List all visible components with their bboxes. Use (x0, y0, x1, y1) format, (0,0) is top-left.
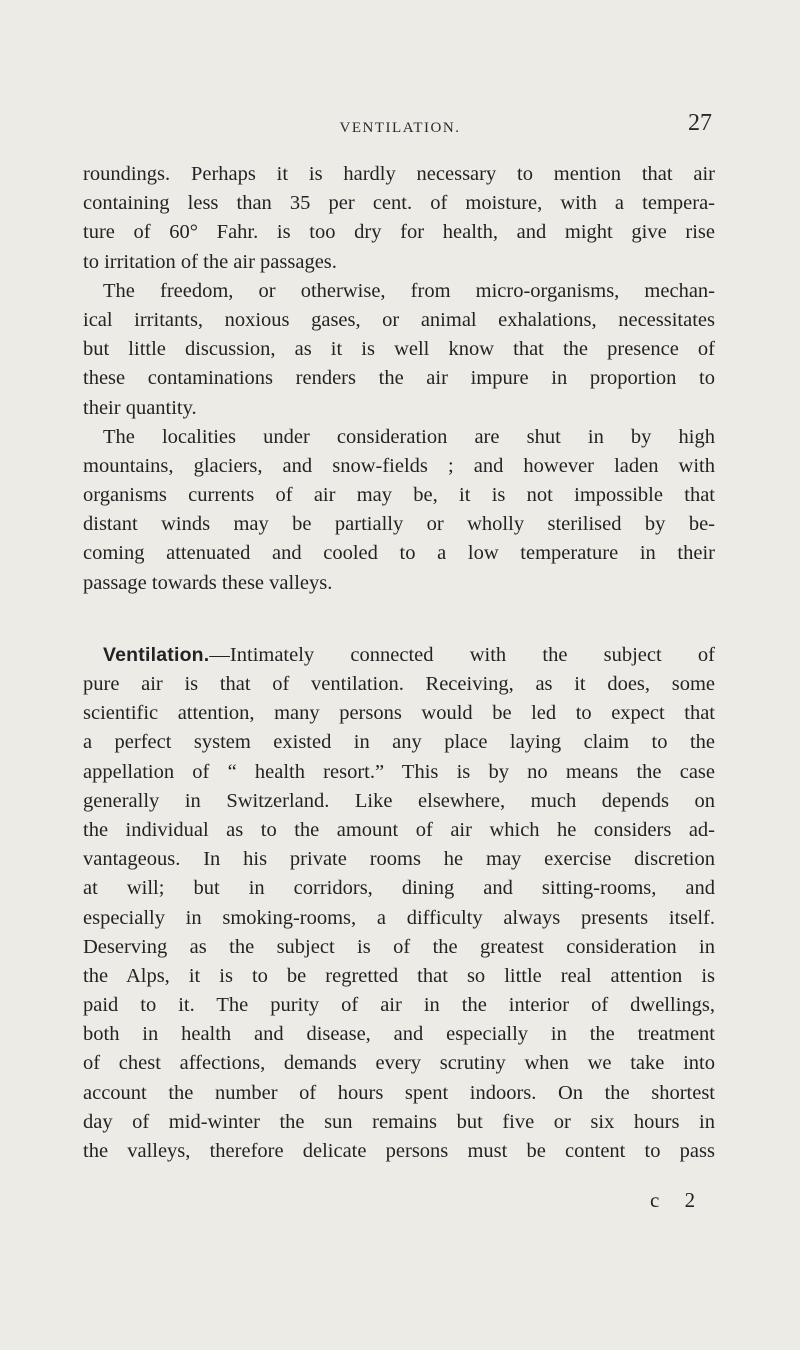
text-line: especially in smoking-rooms, a difficulty always presents itself. (83, 906, 715, 929)
paragraph (83, 160, 715, 277)
text-line: ture of 60° Fahr. is too dry for health, and might give rise (83, 221, 715, 244)
text-line: vantageous. In his private rooms he may exercise discretion (83, 848, 715, 871)
text-line: passage towards these valleys. (83, 571, 333, 594)
paragraph (83, 423, 715, 598)
text-line: day of mid-winter the sun remains but five or six hours in (83, 1110, 715, 1133)
text-line: distant winds may be partially or wholly sterilised by be- (83, 513, 715, 536)
text-line: Deserving as the subject is of the greatest consideration in (83, 935, 715, 958)
text-line: The localities under consideration are shut in by high (103, 425, 715, 448)
body-text (83, 160, 715, 1166)
text-line: appellation of “ health resort.” This is by no means the case (83, 760, 715, 783)
text-line: the valleys, therefore delicate persons must be content to pass (83, 1140, 715, 1162)
text-line: mountains, glaciers, and snow-fields ; and however laden with (83, 454, 715, 477)
page-number: 27 (688, 110, 712, 136)
text-line: ical irritants, noxious gases, or animal exhalations, necessitates (83, 308, 715, 331)
text-line: of chest affections, demands every scrutiny when we take into (83, 1052, 715, 1075)
text-line: coming attenuated and cooled to a low temperature in their (83, 542, 715, 565)
section-heading: Ventilation. (103, 643, 210, 666)
section-first-line: —Intimately connected with the subject of (209, 643, 715, 666)
text-line: but little discussion, as it is well know that the presence of (83, 338, 715, 361)
text-line: paid to it. The purity of air in the interior of dwellings, (83, 994, 715, 1017)
text-line: the individual as to the amount of air which he considers ad- (83, 818, 715, 841)
text-line: organisms currents of air may be, it is not impossible that (83, 484, 715, 507)
text-line (83, 641, 715, 670)
text-line: scientific attention, many persons would be led to expect that (83, 702, 715, 725)
signature-mark: c 2 (650, 1188, 706, 1212)
text-line: both in health and disease, and especially in the treatment (83, 1023, 715, 1046)
text-line: to irritation of the air passages. (83, 250, 337, 273)
text-line: their quantity. (83, 396, 197, 419)
text-line: roundings. Perhaps it is hardly necessary to mention that air (83, 163, 715, 185)
text-line: account the number of hours spent indoors. On the shortest (83, 1081, 715, 1104)
text-line: a perfect system existed in any place laying claim to the (83, 731, 715, 754)
text-line: at will; but in corridors, dining and sitting-rooms, and (83, 877, 715, 900)
text-line: these contaminations renders the air impure in proportion to (83, 367, 715, 390)
text-line: generally in Switzerland. Like elsewhere, much depends on (83, 789, 715, 812)
running-title: VENTILATION. (339, 120, 461, 136)
paragraph (83, 277, 715, 423)
section-spacer (83, 598, 715, 641)
section-ventilation (83, 641, 715, 1166)
text-line: containing less than 35 per cent. of moisture, with a tempera- (83, 192, 715, 215)
text-line: The freedom, or otherwise, from micro-organisms, mechan- (103, 279, 715, 302)
text-line: pure air is that of ventilation. Receiving, as it does, some (83, 673, 715, 695)
text-line: the Alps, it is to be regretted that so little real attention is (83, 964, 715, 987)
